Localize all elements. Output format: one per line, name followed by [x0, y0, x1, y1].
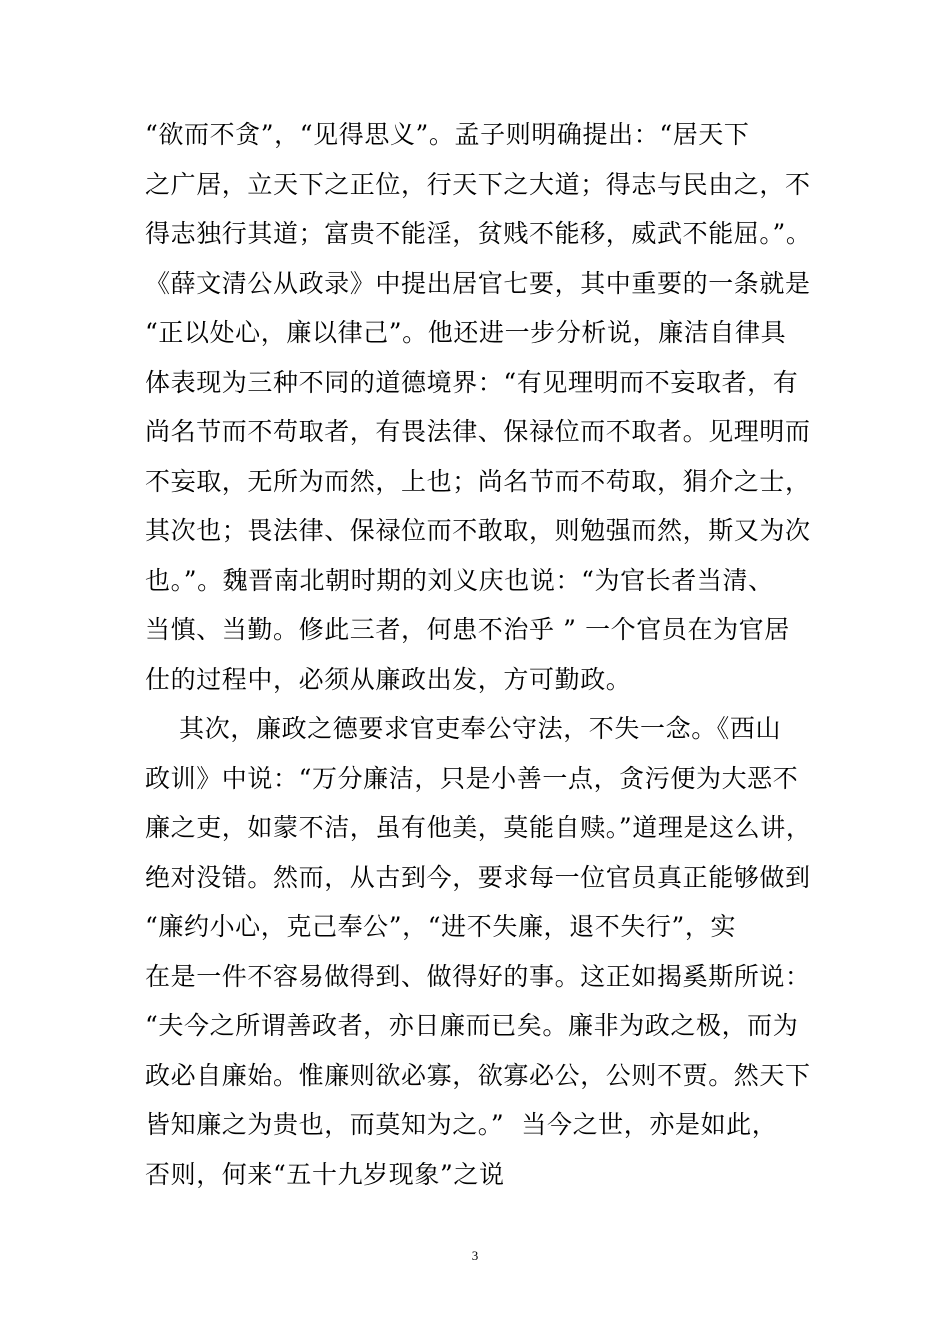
- text-line: 政必自廉始。惟廉则欲必寡，欲寡必公，公则不贾。然天下: [145, 1060, 811, 1090]
- text-line: 也。”。魏晋南北朝时期的刘义庆也说：“为官长者当清、: [145, 565, 774, 595]
- text-line: 《薛文清公从政录》中提出居官七要，其中重要的一条就是: [145, 268, 811, 298]
- text-line: 仕的过程中，必须从廉政出发，方可勤政。: [145, 664, 632, 694]
- text-line: 其次也；畏法律、保禄位而不敢取，则勉强而然，斯又为次: [145, 516, 811, 545]
- text-line: 政训》中说：“万分廉洁，只是小善一点，贪污便为大恶不: [145, 763, 799, 793]
- text-line: 体表现为三种不同的道德境界：“有见理明而不妄取者，有: [145, 367, 799, 397]
- text-line: 在是一件不容易做得到、做得好的事。这正如揭奚斯所说：: [145, 961, 811, 991]
- text-line: “廉约小心，克己奉公”，“进不失廉，退不失行”，实: [145, 912, 737, 941]
- text-line: 皆知廉之为贵也，而莫知为之。” 当今之世，亦是如此，: [145, 1110, 778, 1139]
- text-line: 之广居，立天下之正位，行天下之大道；得志与民由之，不: [145, 169, 811, 199]
- text-line: 尚名节而不苟取者，有畏法律、保禄位而不取者。见理明而: [145, 417, 811, 446]
- text-line: 当慎、当勤。修此三者，何患不治乎 ” 一个官员在为官居: [145, 615, 790, 644]
- text-line: 得志独行其道；富贵不能淫，贫贱不能移，威武不能屈。”。: [145, 219, 812, 248]
- text-line: “夫今之所谓善政者，亦日廉而已矣。廉非为政之极，而为: [145, 1011, 799, 1040]
- text-line: 其次，廉政之德要求官吏奉公守法，不失一念。《西山: [145, 714, 782, 743]
- text-line: 否则，何来“五十九岁现象”之说: [145, 1159, 505, 1189]
- text-line: 廉之吏，如蒙不洁，虽有他美，莫能自赎。”道理是这么讲，: [145, 813, 812, 842]
- text-line: 不妄取，无所为而然，上也；尚名节而不苟取，狷介之士，: [145, 466, 811, 496]
- text-line: “欲而不贪”，“见得思义”。孟子则明确提出：“居天下: [145, 120, 750, 149]
- text-line: 绝对没错。然而，从古到今，要求每一位官员真正能够做到: [145, 862, 811, 892]
- page-number: 3: [471, 1248, 479, 1263]
- body-text: [145, 110, 815, 1199]
- text-line: “正以处心，廉以律己”。他还进一步分析说，廉洁自律具: [145, 318, 787, 347]
